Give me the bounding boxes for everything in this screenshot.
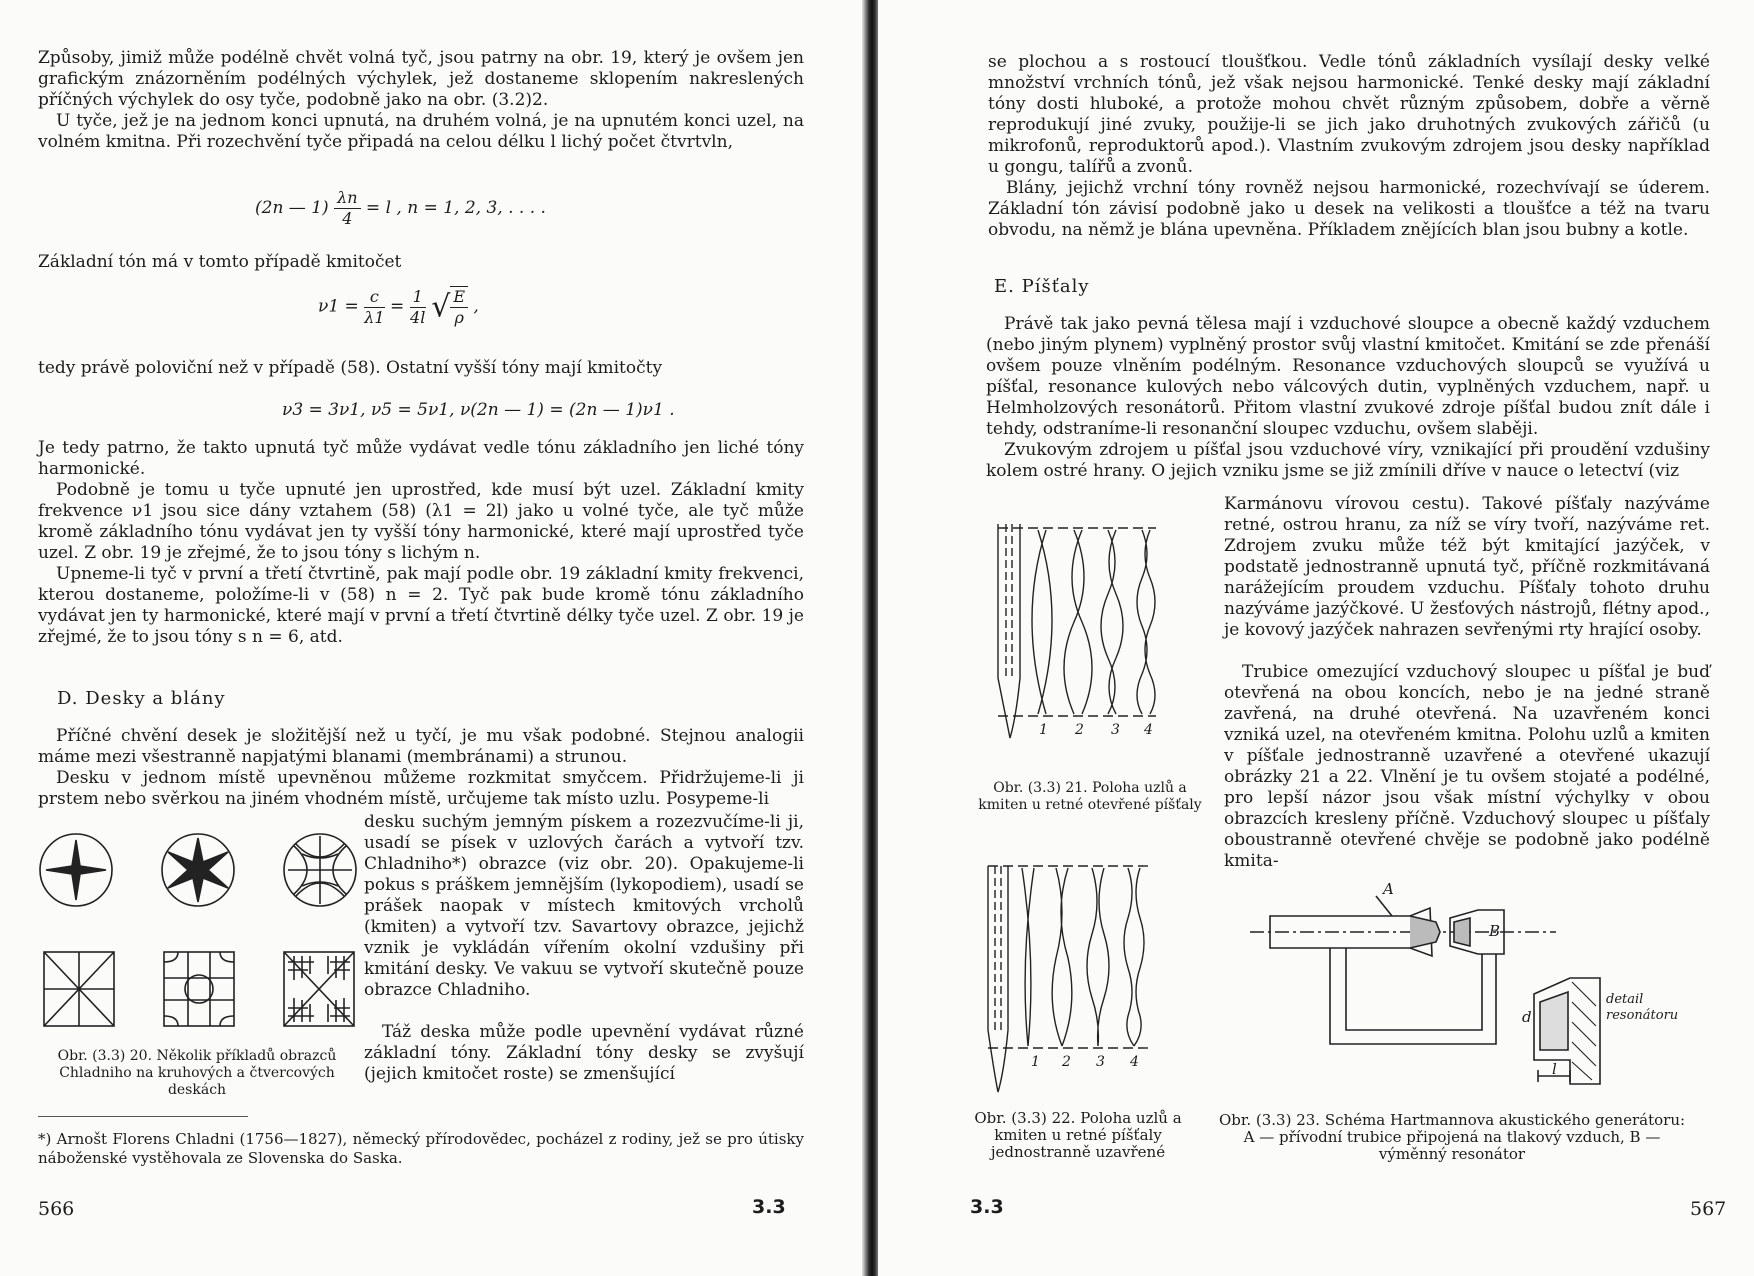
eq-fraction — [364, 287, 384, 328]
paragraph: Právě tak jako pevná tělesa mají i vzduchové sloupce a obecně každý vzduchem (nebo jiným plynem) vyplněný prostor svůj vlastní kmitočet. Kmitání se zde přenáší ovšem pouze vlněním podélným. Resonance vzduchových sloupců se využívá u píšťal, resonance kulových nebo válcových dutin, vyplněných vzduchem, např. u Helmholzových resonátorů. Přitom vlastní zvukové zdroje píšťal budou znít dále i tehdy, odstraníme-li resonanční sloupec vzduchu, ovšem slaběji. — [986, 314, 1710, 439]
mode-label: 1 — [1031, 1054, 1040, 1070]
left-page — [0, 0, 866, 1276]
paragraph: Zvukovým zdrojem u píšťal jsou vzduchové víry, vznikající při proudění vzdušiny kolem ostré hrany. O jejich vzniku jsme se již zmínili dříve v nauce o letectví (viz — [986, 440, 1710, 481]
paragraph: Trubice omezující vzduchový sloupec u píšťal je buď otevřená na obou koncích, nebo je na jedné straně zavřená, na druhé otevřená. Na uzavřeném konci vzniká uzel, na otevřeném kmitna. Polohu uzlů a kmiten v píšťale jednostranně uzavřené a otevřené ukazují obrázky 21 a 22. Vlnění je tu ovšem stojaté a podélné, pro lepší názor jsou však místní výchylky v obou obrazcích kresleny příčně. Vzduchový sloupec u píšťaly oboustranně otevřené chvěje se podobně jako podélně kmita- — [1224, 662, 1710, 871]
mode-label: 4 — [1144, 722, 1153, 738]
mode-label: 2 — [1075, 722, 1084, 738]
paragraph: U tyče, jež je na jednom konci upnutá, na druhém volná, je na upnutém konci uzel, na volném kmitna. Při rozechvění tyče připadá na celou délku l lichý počet čtvrtvln, — [38, 111, 804, 152]
eq-term: , — [473, 296, 479, 317]
paragraph: tedy právě poloviční než v případě (58). Ostatní vyšší tóny mají kmitočty — [38, 358, 663, 378]
paragraph: Způsoby, jimiž může podélně chvět volná tyč, jsou patrny na obr. 19, který je ovšem jen grafickým znázorněním podélných výchylek, jež dostaneme sklopením nakreslených příčných výchylek do osy tyče, podobně jako na obr. (3.2)2. — [38, 48, 804, 110]
label-l: l — [1552, 1060, 1557, 1078]
eq-term: = l , n = 1, 2, 3, . . . . — [365, 198, 546, 218]
paragraph: Základní tón má v tomto případě kmitočet — [38, 252, 402, 272]
paragraph: Karmánovu vírovou cestu). Takové píšťaly nazýváme retné, ostrou hranu, za níž se víry tvoří, nazýváme ret. Zdrojem zvuku může též být kmitající jazýček, v podstatě jednostranně upnutá tyč, příčně rozkmitávaná narážejícím proudem vzduchu. Píšťaly tohoto druhu nazýváme jazýčkové. U žesťových nástrojů, flétny apod., je kovový jazýček nahrazen sevřenými rty hrající osoby. — [1224, 494, 1710, 640]
page-number: 567 — [1690, 1198, 1727, 1220]
eq-fraction — [410, 287, 426, 328]
mode-label: 2 — [1062, 1054, 1071, 1070]
section-heading-e: E. Píšťaly — [994, 276, 1090, 297]
paragraph: se plochou a s rostoucí tloušťkou. Vedle tónů základních vysílají desky velké množství vrchních tónů, jež však nejsou harmonické. Tenké desky mají základní tóny dosti hluboké, a protože mohou chvět různým způsobem, dobře a věrně reprodukují jiné zvuky, použije-li se jich jako druhotných zvukových zářičů (u mikrofonů, reproduktorů apod.). Vlastním zvukovým zdrojem jsou desky například u gongu, talířů a zvonů. — [988, 52, 1710, 177]
eq-denominator: λ1 — [364, 307, 385, 327]
eq-denominator: 4l — [410, 307, 426, 327]
text-block-pipes — [986, 314, 1710, 482]
right-page — [878, 0, 1754, 1276]
paragraph: Příčné chvění desek je složitější než u tyčí, je mu však podobné. Stejnou analogii máme mezi všestranně napjatými blanami (membránami) a strunou. — [38, 726, 804, 767]
figure-caption-20: Obr. (3.3) 20. Několik příkladů obrazců Chladniho na kruhových a čtvercových deskách — [57, 1048, 337, 1098]
footnote-divider — [38, 1116, 248, 1117]
eq-numerator: E — [450, 287, 468, 308]
sqrt-sign-icon: √ — [431, 289, 451, 325]
paragraph: Upneme-li tyč v první a třetí čtvrtině, pak mají podle obr. 19 základní kmity frekvenci, kterou dostaneme, položíme-li v (58) n = 2. Tyč pak bude kromě tónu základního vydávat jen ty harmonické, které mají v první a třetí čtvrtině délky tyče uzel. Z obr. 19 je zřejmé, že to jsou tóny s n = 6, atd. — [38, 564, 804, 647]
eq-numerator: λn — [334, 188, 360, 209]
equation-fundamental — [318, 286, 479, 328]
mode-label: 1 — [1039, 722, 1048, 738]
eq-fraction — [450, 286, 468, 328]
figure-open-pipe-nodes — [998, 518, 1198, 740]
figure-hartmann-generator — [1250, 888, 1679, 1088]
paragraph: desku suchým jemným pískem a rozezvučíme-li ji, usadí se písek v uzlových čarách a vytvoří tzv. Chladniho*) obrazce (viz obr. 20). Opakujeme-li pokus s práškem jemnějším (lykopodiem), usadí se prášek naopak v místech kmitových vrcholů (kmiten) a vytvoří tzv. Savartovy obrazce, jejichž vznik je vykládán vířením okolní vzdušiny při kmitání desky. Ve vakuu se vytvoří skutečně pouze obrazce Chladniho. — [364, 812, 804, 1000]
mode-label: 3 — [1096, 1054, 1105, 1070]
section-heading-d: D. Desky a blány — [57, 688, 226, 709]
page-number: 566 — [38, 1198, 75, 1220]
paragraph: Je tedy patrno, že takto upnutá tyč může vydávat vedle tónu základního jen liché tóny harmonické. — [38, 438, 804, 479]
eq-term: = — [389, 296, 405, 317]
eq-denominator: ρ — [454, 308, 464, 327]
label-detail: detail resonátoru — [1606, 992, 1679, 1023]
eq-term: ν1 = — [318, 296, 359, 317]
text-block-intro — [38, 48, 804, 153]
footnote: *) Arnošt Florens Chladni (1756—1827), německý přírodovědec, pocházel z rodiny, jež se pro útisky náboženské vystěhovala ze Slovenska do Saska. — [38, 1130, 804, 1167]
mode-label: 4 — [1130, 1054, 1139, 1070]
figure-caption-23: Obr. (3.3) 23. Schéma Hartmannova akustického generátoru: A — přívodní trubice připojená na tlakový vzduch, B — výměnný resonátor — [1218, 1111, 1686, 1163]
label-a: A — [1383, 880, 1394, 898]
section-number: 3.3 — [970, 1196, 1004, 1218]
label-b: B — [1489, 922, 1501, 940]
paragraph: Desku v jednom místě upevněnou můžeme rozkmitat smyčcem. Přidržujeme-li ji prstem nebo svěrkou na jiném vhodném místě, určujeme tak místo uzlu. Posypeme-li — [38, 768, 804, 809]
eq-fraction — [334, 188, 360, 229]
figure-caption-22: Obr. (3.3) 22. Poloha uzlů a kmiten u retné píšťaly jednostranně uzavřené — [974, 1109, 1182, 1161]
eq-denominator: 4 — [342, 209, 353, 228]
equation-quarter-waves — [255, 188, 546, 229]
paragraph: Podobně je tomu u tyče upnuté jen uprostřed, kde musí být uzel. Základní kmity frekvence ν1 jsou sice dány vztahem (58) (λ1 = 2l) jako u volné tyče, ale tyč může kromě základního tónu vydávat jen ty vyšší tóny harmonické, které mají uprostřed tyče uzel. Z obr. 19 je zřejmé, že to jsou tóny s lichým n. — [38, 480, 804, 563]
eq-numerator: c — [364, 287, 384, 308]
figure-chladni-patterns — [38, 832, 360, 1048]
paragraph: Táž deska může podle upevnění vydávat různé základní tóny. Základní tóny desky se zvyšují (jejich kmitočet roste) se zmenšující — [364, 1022, 804, 1084]
equation-harmonics: ν3 = 3ν1, ν5 = 5ν1, ν(2n — 1) = (2n — 1)ν1 . — [282, 400, 675, 420]
text-block-body — [38, 438, 804, 648]
text-block-plates — [38, 726, 804, 810]
figure-closed-pipe-nodes — [988, 862, 1178, 1094]
figure-caption-21: Obr. (3.3) 21. Poloha uzlů a kmiten u retné otevřené píšťaly — [978, 780, 1202, 813]
mode-label: 3 — [1111, 722, 1120, 738]
paragraph: Blány, jejichž vrchní tóny rovněž nejsou harmonické, rozechvívají se úderem. Základní tón závisí podobně jako u desek na velikosti a tloušťce a též na tvaru obvodu, na němž je blána upevněna. Příkladem znějících blan jsou bubny a kotle. — [988, 178, 1710, 240]
eq-numerator: 1 — [410, 287, 426, 308]
text-block-plates-cont — [988, 52, 1710, 241]
section-number: 3.3 — [752, 1196, 786, 1218]
label-d: d — [1522, 1008, 1532, 1026]
eq-term: (2n — 1) — [255, 198, 329, 218]
